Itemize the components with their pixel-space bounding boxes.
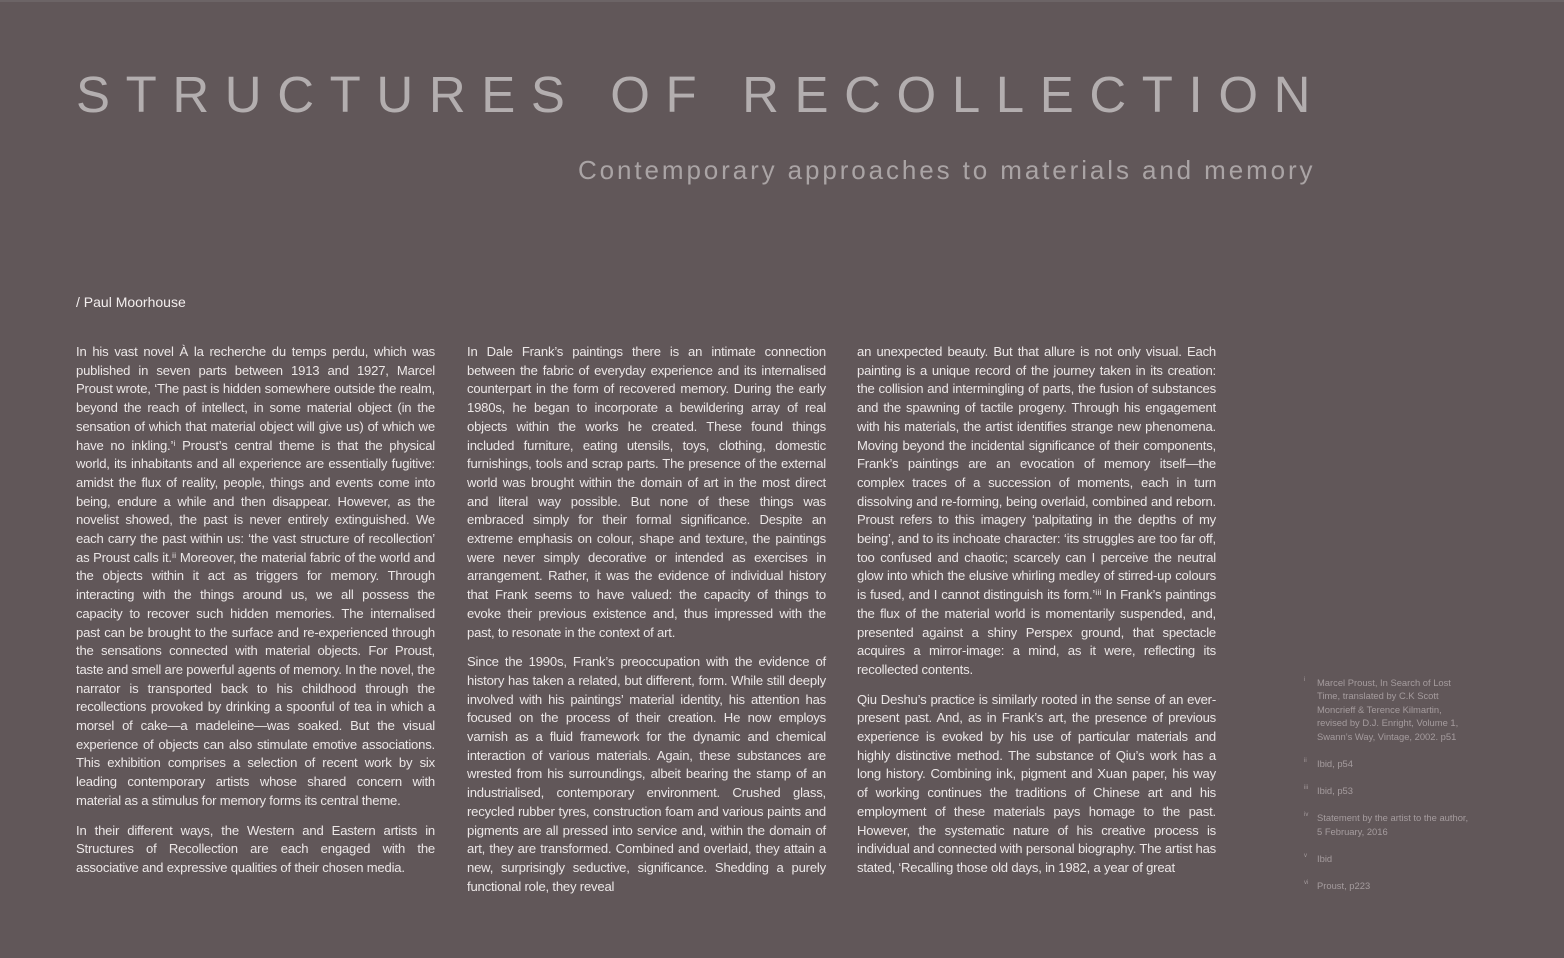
body-paragraph: In Dale Frank’s paintings there is an intimate connection between the fabric of everyday experience and its internalised counterpart in the form of recovered memory. During the early 1980s, he began to incorporate a bewildering array of real objects within the works he created. These found things included furniture, eating utensils, toys, clothing, domestic furnishings, tools and scrap parts. The presence of the external world was brought within the domain of art in the most direct and literal way possible. But none of these things was embraced simply for their formal significance. Despite an extreme emphasis on colour, shape and texture, the paintings were never simply decorative or intended as exercises in arrangement. Rather, it was the evidence of individual history that Frank seems to have valued: the capacity of things to evoke their previous existence and, thus impressed with the past, to resonate in the context of art. — [467, 344, 826, 640]
text-column-1 — [76, 343, 435, 889]
body-paragraph: an unexpected beauty. But that allure is not only visual. Each painting is a unique record of the journey taken in its creation: the collision and intermingling of parts, the fusion of substances and the spawning of tactile progeny. Through his engagement with his materials, the artist identifies strange new phenomena. Moving beyond the incidental significance of their components, Frank’s paintings are an evocation of memory itself—the complex traces of a succession of moments, each in turn dissolving and re-forming, being overlaid, combined and reborn. Proust refers to this imagery ‘palpitating in the depths of my being’, and to its inchoate character: ‘its struggles are too far off, too confused and chaotic; scarcely can I perceive the neutral glow into which the elusive whirling medley of stirred-up colours is fused, and I cannot distinguish its form.’ⁱⁱⁱ In Frank’s paintings the flux of the material world is momentarily suspended, and, presented against a shiny Perspex ground, that spectacle acquires a mirror-image: a mind, as it were, reflecting its recollected contents. — [857, 344, 1216, 677]
footnote-text: Marcel Proust, In Search of Lost Time, translated by C.K Scott Moncrieff & Terence Kilmartin, revised by D.J. Enright, Volume 1, Swann’s Way, Vintage, 2002. p51 — [1317, 677, 1459, 742]
footnote-text: Statement by the artist to the author, 5 February, 2016 — [1317, 812, 1469, 837]
footnote — [1304, 852, 1474, 865]
footnote-marker: i — [1304, 677, 1306, 683]
text-column-2 — [467, 343, 826, 907]
footnotes — [1304, 676, 1474, 906]
text-column-3 — [857, 343, 1216, 889]
body-paragraph: In his vast novel À la recherche du temps perdu, which was published in seven parts between 1913 and 1927, Marcel Proust wrote, ‘The past is hidden somewhere outside the realm, beyond the reach of intellect, in some material object (in the sensation of which that material object will give us) of which we have no inkling.’ⁱ Proust’s central theme is that the physical world, its inhabitants and all experience are essentially fugitive: amidst the flux of reality, people, things and events come into being, endure a while and then disappear. However, as the novelist showed, the past is never entirely extinguished. We each carry the past within us: ‘the vast structure of recollection’ as Proust calls it.ⁱⁱ Moreover, the material fabric of the world and the objects within it act as triggers for memory. Through interacting with the things around us, we all possess the capacity to recover such hidden memories. The internalised past can be brought to the surface and re-experienced through the sensations connected with material objects. For Proust, taste and smell are powerful agents of memory. In the novel, the narrator is transported back to his childhood through the recollections provoked by drinking a spoonful of tea in which a morsel of cake—a madeleine—was soaked. But the visual experience of objects can also stimulate emotive associations. This exhibition comprises a selection of recent work by six leading contemporary artists whose shared concern with material as a stimulus for memory forms its central theme. — [76, 344, 435, 808]
body-paragraph: Qiu Deshu’s practice is similarly rooted in the sense of an ever-present past. And, as in Frank’s art, the presence of previous experience is evoked by his use of particular materials and highly distinctive method. The substance of Qiu’s work has a long history. Combining ink, pigment and Xuan paper, his way of working continues the traditions of Chinese art and his employment of these materials pays homage to the past. However, the systematic nature of his creative process is individual and connected with personal biography. The artist has stated, ‘Recalling those old days, in 1982, a year of great — [857, 691, 1216, 875]
footnote-text: Proust, p223 — [1317, 880, 1371, 892]
footnote-text: Ibid — [1317, 852, 1333, 864]
footnote — [1304, 811, 1474, 838]
footnote — [1304, 676, 1474, 743]
author-byline: / Paul Moorhouse — [76, 294, 186, 310]
footnote-text: Ibid, p53 — [1317, 785, 1353, 797]
page-subtitle: Contemporary approaches to materials and memory — [578, 155, 1316, 185]
footnote — [1304, 757, 1474, 770]
footnote-marker: iii — [1304, 785, 1308, 792]
footnote — [1304, 784, 1474, 797]
page-title: STRUCTURES OF RECOLLECTION — [76, 66, 1327, 123]
footnote-marker: v — [1304, 852, 1307, 859]
footnote-text: Ibid, p54 — [1317, 757, 1353, 769]
footnote-marker: ii — [1304, 757, 1307, 764]
footnote — [1304, 879, 1474, 892]
body-paragraph: In their different ways, the Western and Eastern artists in Structures of Recollection are each engaged with the associative and expressive qualities of their chosen media. — [76, 822, 435, 875]
body-paragraph: Since the 1990s, Frank’s preoccupation with the evidence of history has taken a related, but different, form. While still deeply involved with his paintings’ material identity, his attention has focused on the process of their creation. He now employs varnish as a fluid framework for the dynamic and chemical interaction of various materials. Again, these substances are wrested from his surroundings, albeit bearing the stamp of an industrialised, contemporary environment. Crushed glass, recycled rubber tyres, construction foam and various paints and pigments are all pressed into service and, within the domain of art, they are transformed. Combined and overlaid, they attain a new, surprisingly seductive, significance. Shedding a purely functional role, they reveal — [467, 654, 826, 894]
footnote-marker: iv — [1304, 812, 1309, 819]
footnote-marker: vi — [1304, 880, 1309, 887]
